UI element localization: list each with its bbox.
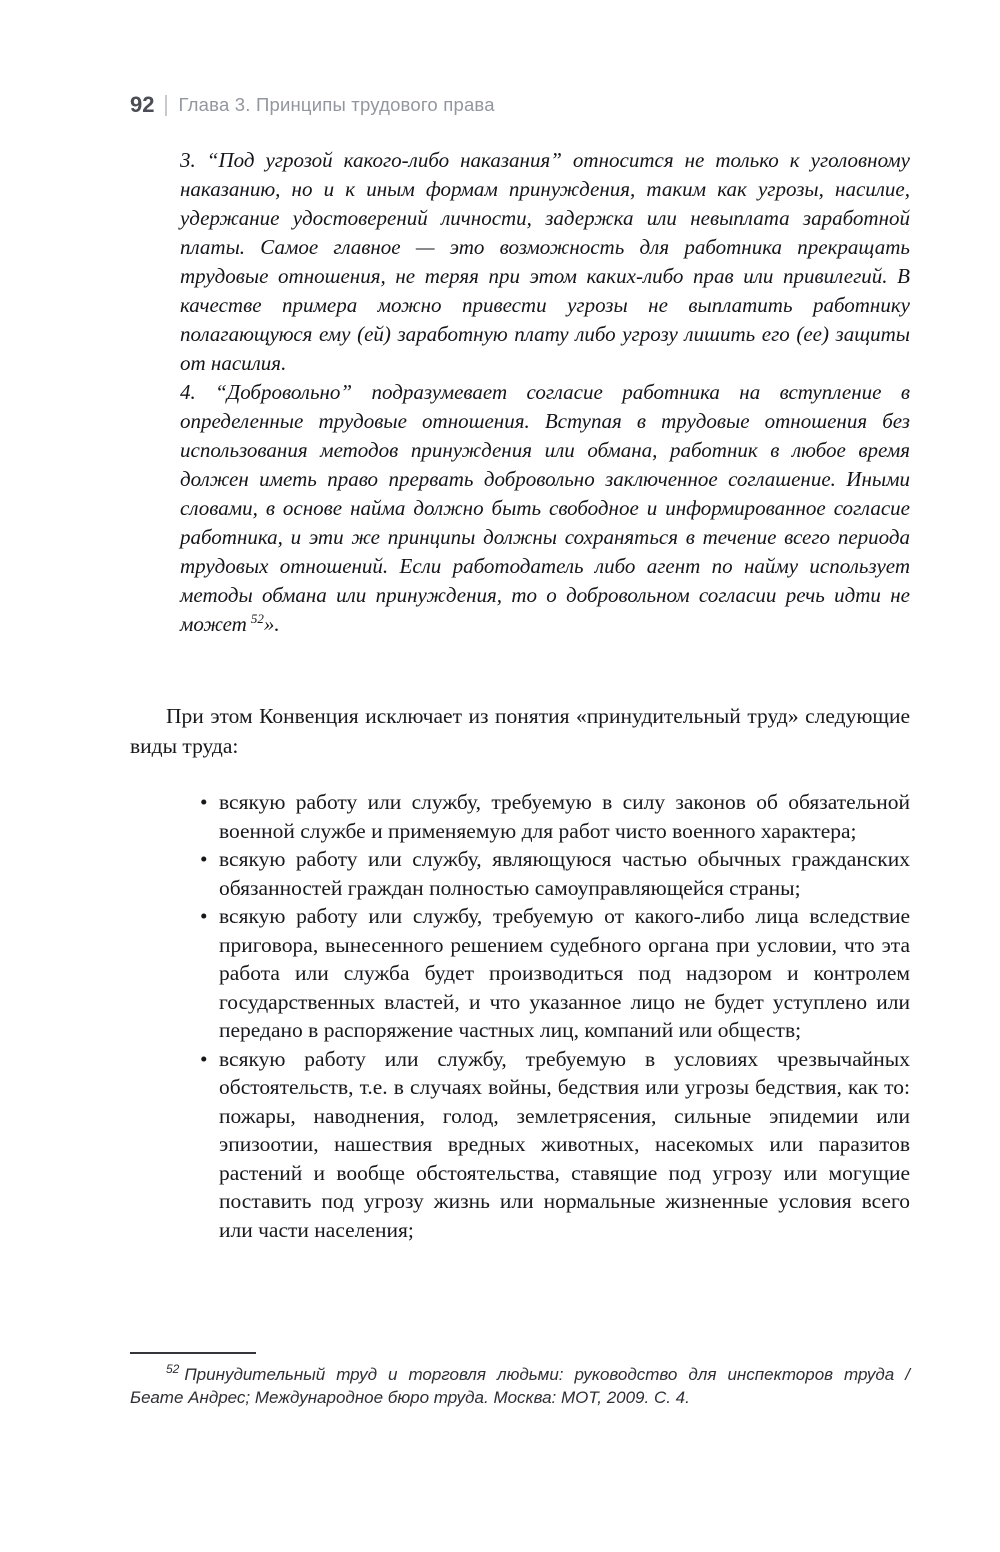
quote-paragraph-3-text: 3. “Под угрозой какого-либо наказания” относится не только к уголовному наказанию, но и к иным формам принуждения, таким как угрозы, насилие, удержание удостоверений личности, задержка или невыплата заработной платы. Самое главное — это возможность для работника прекращать трудовые отношения, не теряя при этом каких-либо прав или привилегий. В качестве примера можно привести угрозы не выплатить работнику полагающуюся ему (ей) заработную плату либо угрозу лишить его (ее) защиты от насилия. <box>180 148 910 375</box>
quote-paragraph-4 <box>180 378 910 639</box>
list-item-emergency: • всякую работу или службу, требуемую в условиях чрезвычайных обстоятельств, т.е. в случаях войны, бедствия или угрозы бедствия, как то: пожары, наводнения, голод, землетрясения, сильные эпидемии или эпизоотии, нашествия вредных животных, насекомых или паразитов растений и вообще обстоятельства, ставящие под угрозу или могущие поставить под угрозу жизнь или нормальные жизненные условия всего или части населения; <box>200 1045 910 1245</box>
quote-paragraph-3 <box>180 146 910 378</box>
page-number: 92 <box>130 92 155 117</box>
intro-paragraph: При этом Конвенция исключает из понятия «принудительный труд» следующие виды труда: <box>130 704 910 758</box>
chapter-title: Глава 3. Принципы трудового права <box>178 94 495 115</box>
list-item-court-sentence: • всякую работу или службу, требуемую от какого-либо лица вследствие приговора, вынесенного решением судебного органа при условии, что эта работа или служба будет производиться под надзором и контролем государственных властей, и что указанное лицо не будет уступлено или передано в распоряжение частных лиц, компаний или обществ; <box>200 902 910 1045</box>
footnote-divider <box>130 1352 256 1354</box>
quote-block <box>180 146 910 639</box>
footnote-reference: 52 <box>250 611 264 626</box>
quote-paragraph-4-closing: ». <box>263 612 280 636</box>
list-item-military-service: • всякую работу или службу, требуемую в силу законов об обязательной военной службе и применяемую для работ чисто военного характера; <box>200 788 910 845</box>
bullet-list <box>200 788 910 1244</box>
footnote-section <box>130 1352 910 1409</box>
page-header <box>130 92 495 118</box>
list-item-civic-duties: • всякую работу или службу, являющуюся частью обычных гражданских обязанностей граждан полностью самоуправляющейся страны; <box>200 845 910 902</box>
footnote-body: Принудительный труд и торговля людьми: руководство для инспекторов труда / Беате Андрес; Международное бюро труда. Москва: МОТ, 2009. С. 4. <box>130 1365 910 1407</box>
footnote-text <box>130 1363 910 1409</box>
header-divider <box>165 95 167 116</box>
quote-paragraph-4-text: 4. “Добровольно” подразумевает согласие работника на вступление в определенные трудовые отношения. Вступая в трудовые отношения без использования методов принуждения или обмана, работник в любое время должен иметь право прервать добровольно заключенное соглашение. Иными словами, в основе найма должно быть свободное и информированное согласие работника, и эти же принципы должны сохраняться в течение всего периода трудовых отношений. Если работодатель либо агент по найму использует методы обмана или принуждения, то о добровольном согласии речь идти не может <box>180 380 910 636</box>
footnote-marker: 52 <box>166 1362 180 1377</box>
